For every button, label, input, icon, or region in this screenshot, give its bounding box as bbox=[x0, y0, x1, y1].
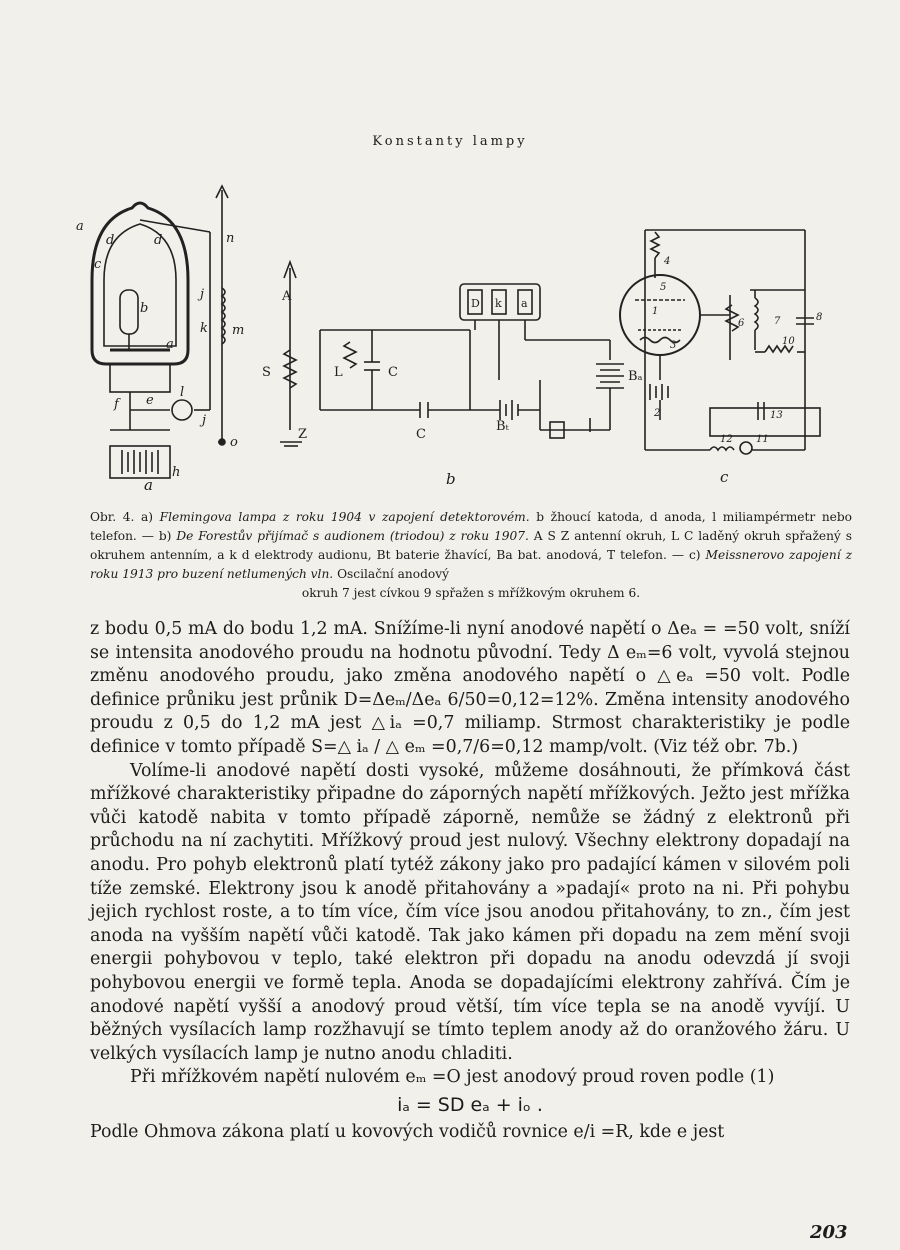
fig-b-letter-Ba: Bₐ bbox=[628, 369, 643, 384]
page-number: 203 bbox=[810, 1222, 848, 1243]
paragraph-1: z bodu 0,5 mA do bodu 1,2 mA. Snížíme-li nyní anodové napětí o Δeₐ = =50 volt, sníží se intensita anodového proudu na hodnotu původní. Tedy Δ eₘ=6 volt, vyvolá stejnou změnu anodového proudu, jako změna anodového napětí o △eₐ =50 volt. Podle definice průniku jest průnik D=Δeₘ/Δeₐ 6/50=0,12=12%. Změna intensity anodového proudu z 0,5 do 1,2 mA jest △iₐ =0,7 miliamp. Strmost charakteristiky je podle definice v tomto případě S=△ iₐ / △ eₘ =0,7/6=0,12 mamp/volt. (Viz též obr. 7b.) bbox=[90, 619, 850, 757]
fig-b-letter-Bt: Bₜ bbox=[496, 419, 509, 434]
fig-b-letter-L: L bbox=[334, 365, 343, 380]
figure-label-b: b bbox=[446, 470, 456, 488]
fig-a-letter-a2: a bbox=[166, 337, 174, 352]
caption-part-c-title: Meissnerovo zapojení z roku 1913 pro buzení netlumených vln. bbox=[90, 548, 852, 581]
figure-label-a: a bbox=[144, 476, 153, 494]
fig-b-letter-C1: C bbox=[388, 365, 398, 380]
fig-b-letter-C2: C bbox=[416, 427, 426, 442]
fig-c-num-1: 1 bbox=[652, 306, 659, 317]
fig-c-num-13: 13 bbox=[770, 410, 783, 421]
fig-a-letter-j: j bbox=[200, 287, 205, 302]
fig-a-letter-h: h bbox=[172, 465, 181, 480]
paragraph-2: Volíme-li anodové napětí dosti vysoké, můžeme dosáhnouti, že přímková část mřížkové charakteristiky připadne do záporných napětí mřížkových. Ježto jest mřížka vůči katodě nabita v tomto případě záporně, nemůže se žádný z elektronů při průchodu na ní zachytiti. Mřížkový proud jest nulový. Všechny elektrony dopadají na anodu. Pro pohyb elektronů platí tytéž zákony jako pro padající kámen v silovém poli tíže zemské. Elektrony jsou k anodě přitahovány a »padají« proto na ni. Při pohybu jejich rychlost roste, a to tím více, čím více jsou anodou přitahovány, to zn., čím jest anoda na vyšším napětí vůči katodě. Tak jako kámen při dopadu na zem mění svoji energii pohybovou v teplo, také elektron při dopadu na anodu odevzdá jí svoji pohybovou energii ve formě tepla. Anoda se dopadajícími elektrony zahřívá. Čím je anodové napětí vyšší a anodový proud větší, tím více tepla se na anodě vyvíjí. U běžných vysílacích lamp rozžhavují se tímto teplem anody až do oranžového žáru. U velkých vysílacích lamp je nutno anodu chladiti. bbox=[90, 760, 850, 1064]
fig-b-letter-Z: Z bbox=[298, 427, 308, 442]
fig-a-letter-b: b bbox=[140, 301, 149, 316]
fig-a-letter-j2: j bbox=[202, 413, 207, 428]
fig-c-num-5: 5 bbox=[660, 282, 667, 293]
caption-part-b-text: A S Z antenní okruh, L C laděný okruh spřažený s okruhem antenním, a k d elektrody audionu, Bt baterie žhavící, Ba bat. anodová, T telefon. — c) bbox=[90, 529, 853, 562]
circuit-diagrams bbox=[70, 180, 860, 510]
deforest-receiver-drawing bbox=[280, 262, 624, 446]
fig-c-num-6: 6 bbox=[738, 318, 745, 329]
fig-b-letter-S: S bbox=[262, 365, 271, 380]
caption-part-a-text: b žhoucí katoda, d anoda, l miliampérmetr nebo telefon. — b) bbox=[90, 510, 853, 543]
fig-a-letter-f: f bbox=[114, 397, 119, 412]
fig-c-num-8: 8 bbox=[816, 312, 823, 323]
fig-a-letter-o: o bbox=[230, 435, 238, 450]
fig-c-num-10: 10 bbox=[782, 336, 795, 347]
caption-last-line: okruh 7 jest cívkou 9 spřažen s mřížkovým okruhem 6. bbox=[301, 586, 641, 600]
fig-c-num-3: 3 bbox=[670, 340, 677, 351]
figure-label-c: c bbox=[720, 468, 729, 486]
fig-b-letter-a: a bbox=[521, 297, 528, 310]
fig-b-letter-A: A bbox=[282, 289, 292, 304]
fig-a-letter-m: m bbox=[232, 323, 245, 338]
caption-prefix: Obr. 4. a) bbox=[90, 510, 154, 524]
caption-part-b-title: De Forestův přijímač s audionem (triodou) z roku 1907. bbox=[176, 529, 529, 543]
fig-b-letter-D: D bbox=[471, 297, 480, 310]
fig-a-letter-d2: d bbox=[154, 233, 163, 248]
fig-a-letter-d1: d bbox=[106, 233, 115, 248]
paragraph-4: Podle Ohmova zákona platí u kovových vodičů rovnice e/i =R, kde e jest bbox=[90, 1122, 725, 1143]
paragraph-3: Při mřížkovém napětí nulovém eₘ =O jest anodový proud roven podle (1) bbox=[130, 1067, 775, 1088]
caption-part-c-text: Oscilační anodový bbox=[337, 567, 450, 581]
fig-c-num-11: 11 bbox=[756, 434, 769, 445]
fig-a-letter-c: c bbox=[94, 257, 102, 272]
formula: iₐ = SD eₐ + iₒ . bbox=[397, 1093, 543, 1116]
fig-a-letter-n: n bbox=[226, 231, 235, 246]
fig-c-num-2: 2 bbox=[654, 408, 661, 419]
fig-a-letter-l: l bbox=[180, 385, 185, 400]
fig-c-num-7: 7 bbox=[774, 316, 781, 327]
figure-block bbox=[70, 180, 860, 510]
caption-part-a-title: Flemingova lampa z roku 1904 v zapojení detektorovém. bbox=[159, 510, 530, 524]
running-head: Konstanty lampy bbox=[372, 134, 528, 149]
fig-a-letter-e: e bbox=[146, 393, 154, 408]
fig-c-num-12: 12 bbox=[720, 434, 733, 445]
figure-caption bbox=[90, 508, 852, 603]
fig-a-letter-a: a bbox=[76, 219, 84, 234]
fig-a-letter-k: k bbox=[200, 321, 208, 336]
fig-b-letter-k: k bbox=[495, 297, 502, 310]
body-text bbox=[90, 618, 850, 1145]
fig-c-num-4: 4 bbox=[664, 256, 671, 267]
